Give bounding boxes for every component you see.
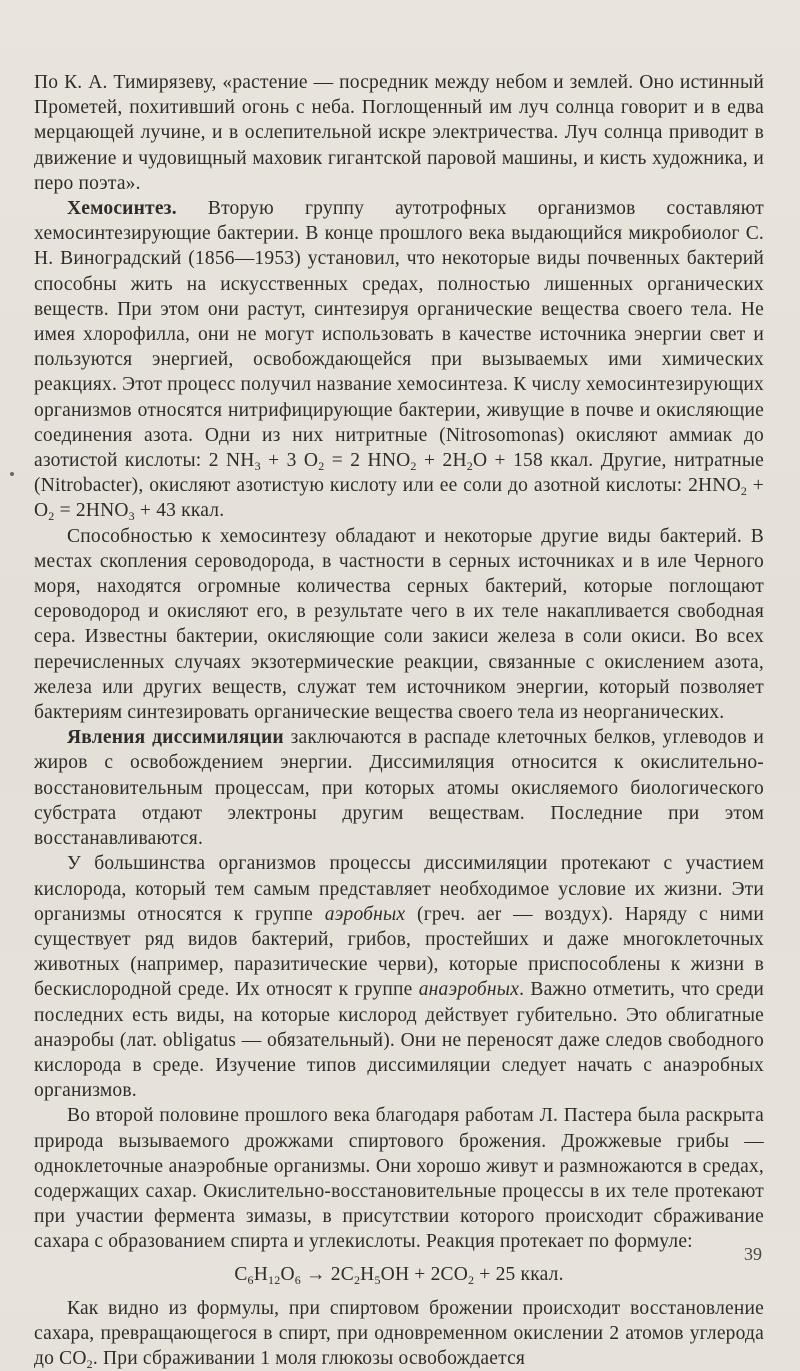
paragraph-text: Способностью к хемосинтезу обладают и некоторые другие виды бактерий. В местах скопления сероводорода, в частности в серных источниках и в иле Черного моря, находятся огромные количества серных бактерий, которые поглощают сероводород и окисляют его, в результате чего в их теле накапливается свободная сера. Известны бактерии, окисляющие соли закиси железа в соли окиси. Во всех перечисленных случаях экзотермические реакции, связанные с окислением азота, железа или других веществ, служат тем источником энергии, который позволяет бактериям синтезировать органические вещества своего тела из неорганических. bbox=[34, 525, 764, 724]
paragraph-text: У большинства организмов процессы диссимиляции протекают с участием кислорода, который тем самым представляет необходимое условие их жизни. Эти организмы относятся к группе bbox=[34, 853, 764, 925]
section-heading-chemosynthesis: Хемосинтез. bbox=[67, 198, 177, 220]
margin-mark bbox=[10, 472, 14, 476]
paragraph-timiryazev-quote bbox=[34, 70, 764, 196]
page-number: 39 bbox=[744, 1244, 762, 1264]
term-aerobic: аэробных bbox=[324, 903, 406, 925]
formula-nitrate: $2HNO_2 + O_2 = 2HNO_3 + 43$ ккал. bbox=[34, 475, 765, 524]
formula-nitrite: 2 $NH_3 + 3$ $O_2 = 2$ $HNO_2 + 2H_2O + 158$ ккал. bbox=[208, 450, 594, 474]
text-column bbox=[34, 70, 764, 1371]
paragraph-sulfur-bacteria bbox=[34, 524, 764, 726]
paragraph-text: заключаются в распаде клеточных белков, углеводов и жиров с освобождением энергии. Диссимиляция относится к окислительно-восстановительным процессам, при которых атомы окисляемого биологического субстрата отдают электроны другим веществам. Последние при этом восстанавливаются. bbox=[34, 727, 764, 850]
paragraph-text: Другие, нитратные (Nitrobacter), окисляют азотистую кислоту или ее соли до азотной кислоты: bbox=[34, 450, 764, 497]
paragraph-fermentation bbox=[34, 1103, 764, 1254]
section-heading-dissimilation: Явления диссимиляции bbox=[67, 727, 284, 749]
paragraph-text: (греч. aer — воздух). Наряду с ними существует ряд видов бактерий, грибов, простейших и даже многоклеточных животных (например, паразитические черви), которые приспособлены к жизни в бескислородной среде. Их относят к группе bbox=[34, 903, 764, 1001]
paragraph-text: Как видно из формулы, при спиртовом брожении происходит восстановление сахара, превращающегося в спирт, при одновременном окислении 2 атомов углерода до $CO_2$. При сбраживании 1 моля глюкозы освобождается bbox=[34, 1297, 764, 1371]
paragraph-text: Во второй половине прошлого века благодаря работам Л. Пастера была раскрыта природа вызываемого дрожжами спиртового брожения. Дрожжевые грибы — одноклеточные анаэробные организмы. Они хорошо живут и размножаются в средах, содержащих сахар. Окислительно-восстановительные процессы в их теле протекают при участии фермента зимазы, в присутствии которого происходит сбраживание сахара с образованием спирта и углекислоты. Реакция протекает по формуле: bbox=[34, 1105, 764, 1253]
paragraph-text: . Важно отметить, что среди последних есть виды, на которые кислород действует губительно. Это облигатные анаэробы (лат. obligatus — обязательный). Они не переносят даже следов свободного кислорода в среде. Изучение типов диссимиляции следует начать с анаэробных организмов. bbox=[34, 979, 764, 1102]
paragraph-fermentation-explanation bbox=[34, 1296, 764, 1371]
paragraph-chemosynthesis bbox=[34, 196, 764, 524]
paragraph-text: Вторую группу аутотрофных организмов составляют хемосинтезирующие бактерии. В конце прошлого века выдающийся микробиолог С. Н. Виноградский (1856—1953) установил, что некоторые виды почвенных бактерий способны жить на искусственных средах, полностью лишенных органических веществ. При этом они растут, синтезируя органические вещества своего тела. Не имея хлорофилла, они не могут использовать в качестве источника энергии свет и пользуются энергией, освобождающейся при вызываемых ими химических реакциях. Этот процесс получил название хемосинтеза. К числу хемосинтезирующих организмов относятся нитрифицирующие бактерии, живущие в почве и окисляющие соединения азота. Одни из них нитритные (Nitrosomonas) окисляют аммиак до азотистой кислоты: bbox=[34, 198, 764, 472]
term-anaerobic: анаэробных bbox=[418, 979, 520, 1001]
paragraph-dissimilation bbox=[34, 725, 764, 851]
formula-fermentation: $C_6H_{12}O_6 \to 2C_2H_5OH + 2CO_2 + 25$ ккал. bbox=[234, 1263, 564, 1287]
paragraph-aerobes-anaerobes bbox=[34, 851, 764, 1103]
paragraph-text: По К. А. Тимирязеву, «растение — посредник между небом и землей. Оно истинный Прометей, похитивший огонь с неба. Поглощенный им луч солнца говорит и в едва мерцающей лучине, и в ослепительной искре электричества. Луч солнца приводит в движение и чудовищный маховик гигантской паровой машины, и кисть художника, и перо поэта». bbox=[34, 72, 764, 194]
